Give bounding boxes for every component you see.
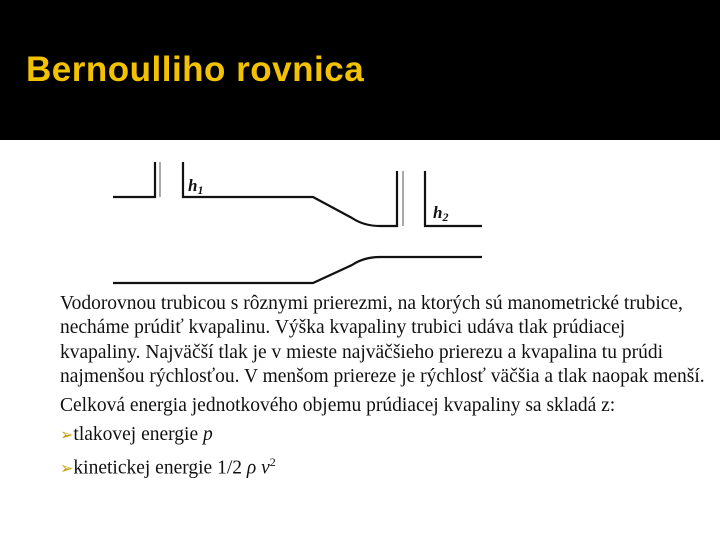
slide-title: Bernoulliho rovnica bbox=[26, 50, 365, 89]
pipe-diagram bbox=[0, 140, 720, 290]
exponent: 2 bbox=[269, 454, 276, 469]
pipe-bottom-wall bbox=[113, 257, 482, 283]
bullet-arrow-icon: ➢ bbox=[60, 425, 74, 445]
paragraph-energy-intro: Celková energia jednotkového objemu prúdiacej kvapaliny sa skladá z: bbox=[60, 395, 616, 417]
bullet-kinetic-energy bbox=[60, 450, 710, 481]
label-h1: h1 bbox=[188, 176, 204, 197]
pipe-top-wall bbox=[113, 162, 155, 197]
bullet-text: tlakovej energie bbox=[73, 424, 203, 446]
paragraph-description: Vodorovnou trubicou s rôznymi prierezmi, na ktorých sú manometrické trubice, necháme prúdiť kvapalinu. Výška kvapaliny trubici udáva tlak prúdiacej kvapaliny. Najväčší tlak je v mieste najväčšieho prierezu a kvapalina tu prúdi najmenšou rýchlosťou. V menšom priereze je rýchlosť väčšia a tlak naopak menší. bbox=[60, 293, 705, 387]
label-h2: h2 bbox=[433, 203, 449, 224]
symbol-v: v bbox=[261, 457, 270, 479]
bullet-arrow-icon: ➢ bbox=[60, 458, 74, 478]
bullet-text: kinetickej energie 1/2 bbox=[73, 457, 247, 479]
symbol-rho: ρ bbox=[246, 457, 257, 479]
title-bar bbox=[0, 0, 720, 140]
manometer-1-right-wall bbox=[183, 162, 397, 226]
symbol-p: p bbox=[203, 424, 213, 446]
slide-body bbox=[60, 292, 710, 481]
bullet-pressure-energy bbox=[60, 423, 710, 447]
